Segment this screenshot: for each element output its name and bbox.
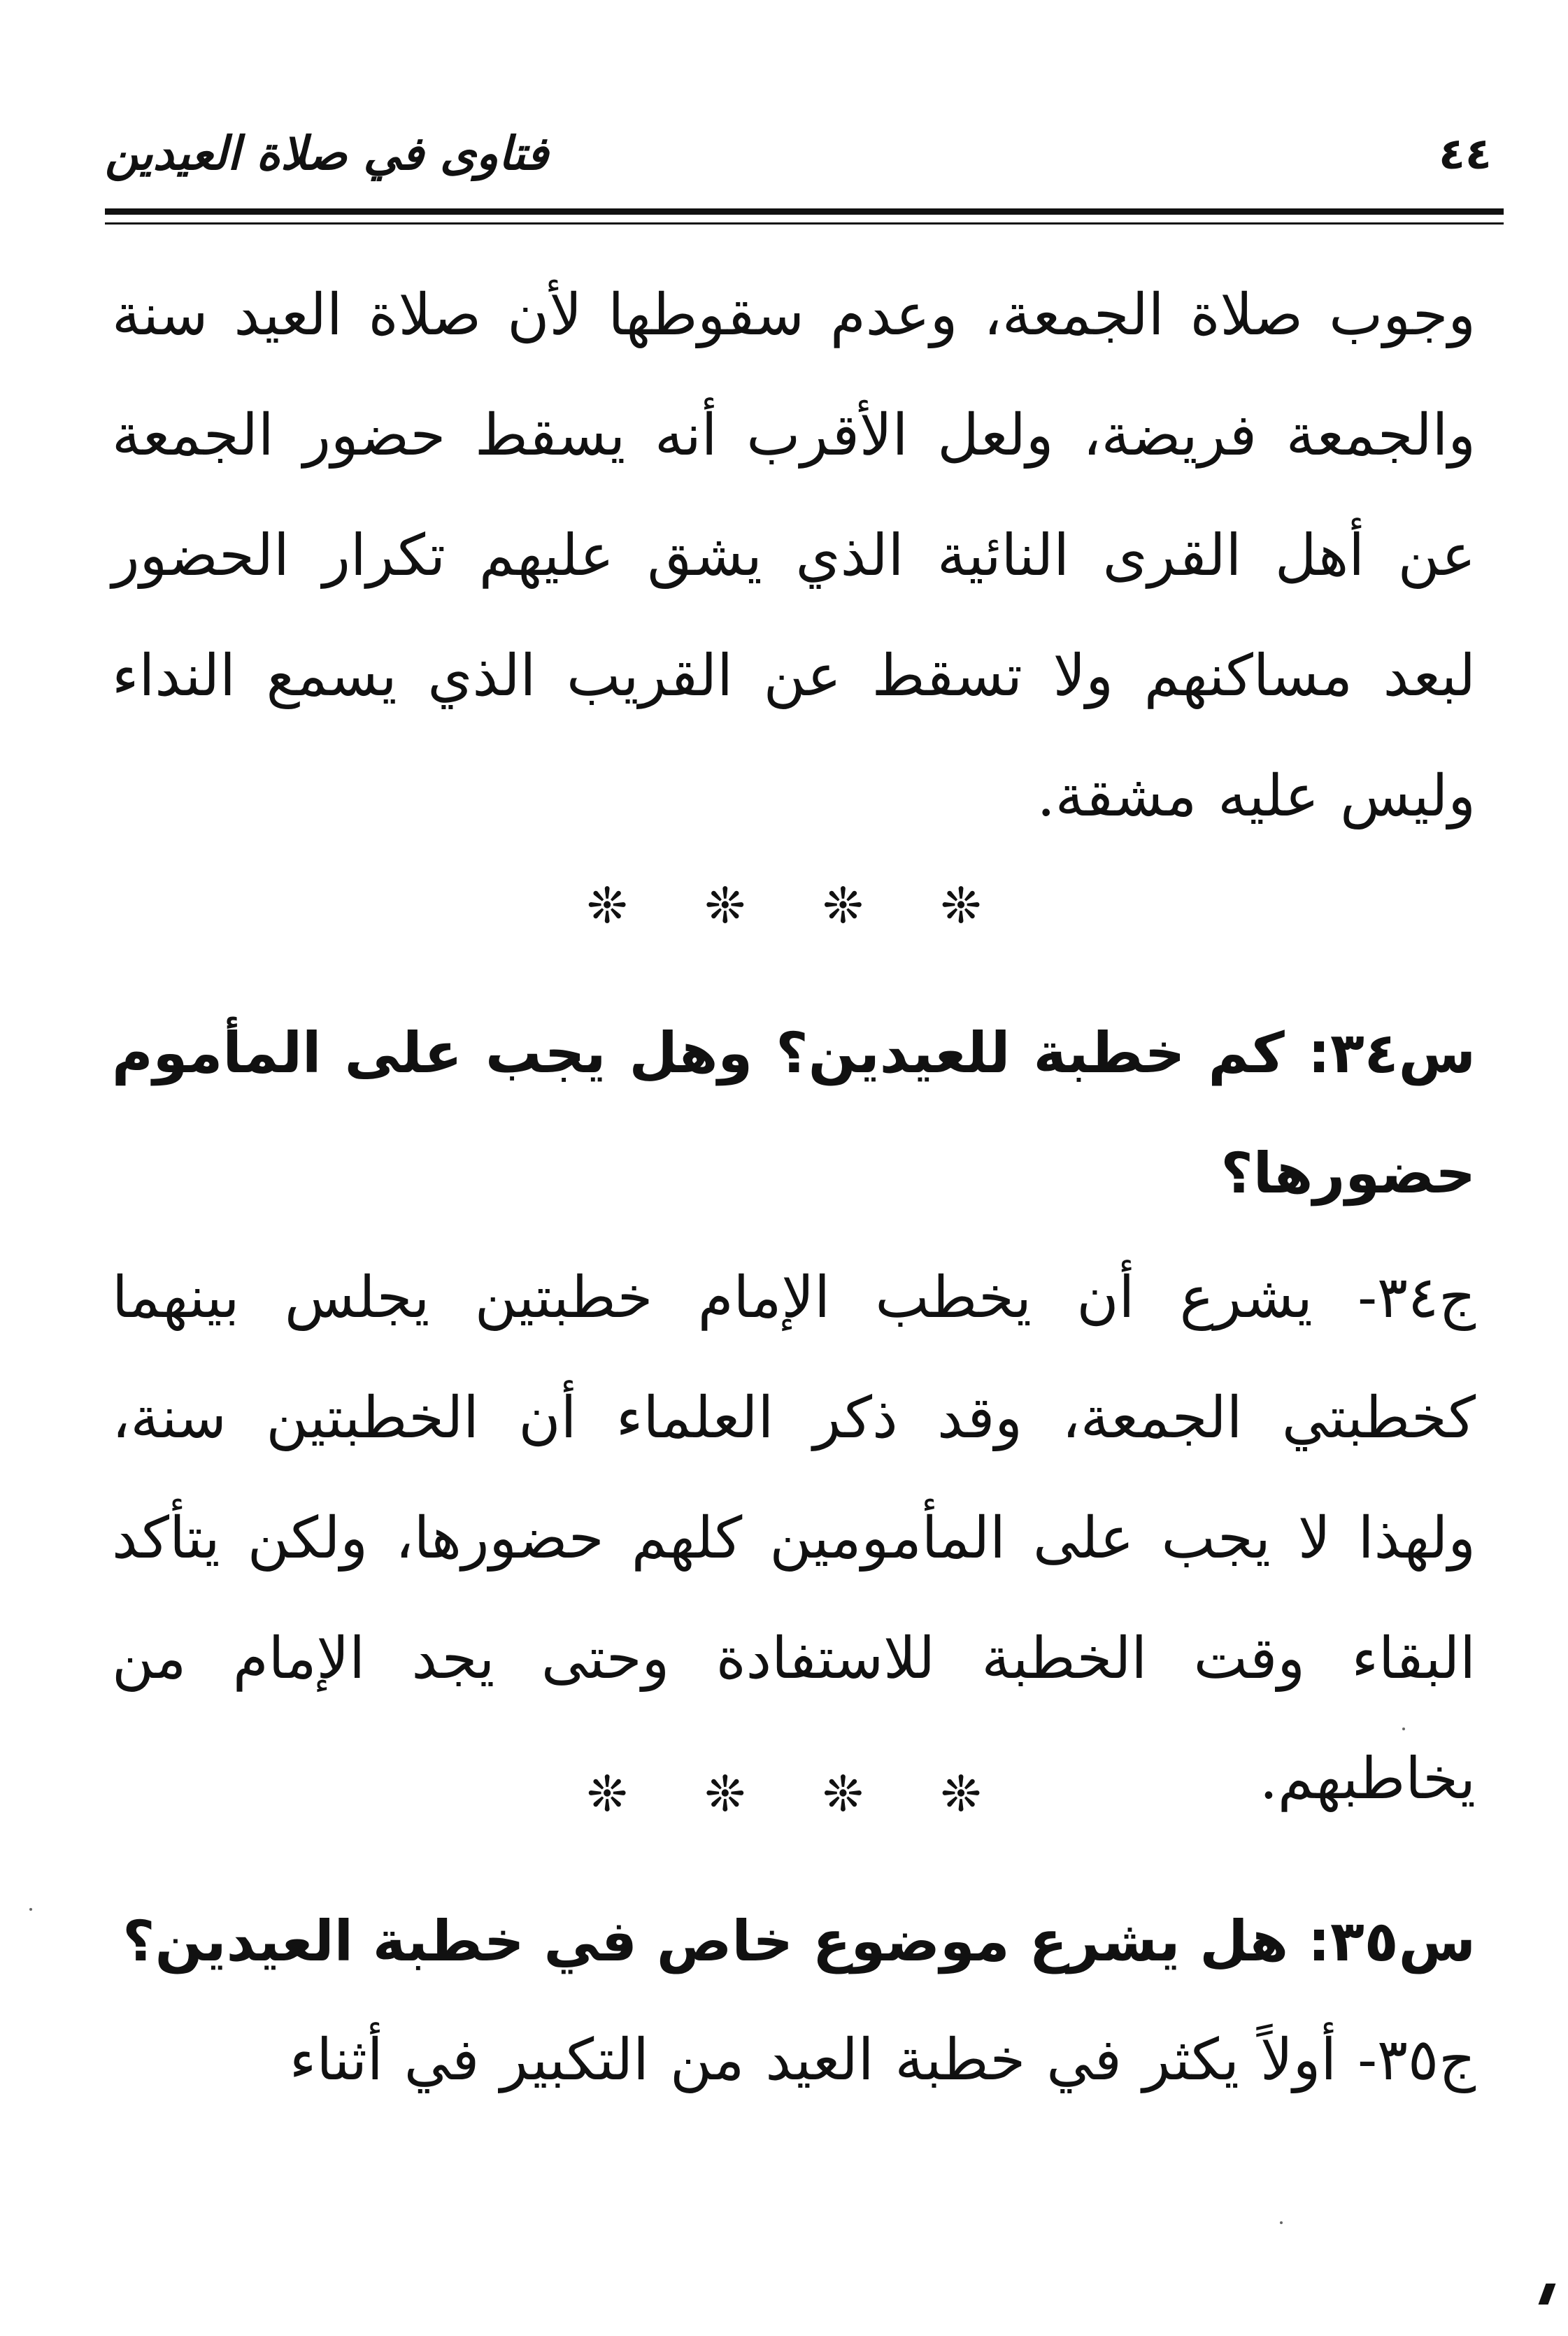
paragraph-continuation: وجوب صلاة الجمعة، وعدم سقوطها لأن صلاة العيد سنة والجمعة فريضة، ولعل الأقرب أنه يسقط حضور الجمعة عن أهل القرى النائية الذي يشق عليهم تكرار الحضور لبعد مساكنهم ولا تسقط عن القريب الذي يسمع النداء وليس عليه مشقة. [112, 282, 1476, 829]
scan-speck [1280, 2221, 1283, 2224]
page-number: ٤٤ [1439, 128, 1492, 179]
answer-34: ج٣٤- يشرع أن يخطب الإمام خطبتين يجلس بينهما كخطبتي الجمعة، وقد ذكر العلماء أن الخطبتين سنة، ولهذا لا يجب على المأمومين كلهم حضورها، ولكن يتأكد البقاء وقت الخطبة للاستفادة وحتى يجد الإمام من يخاطبهم. [112, 1265, 1476, 1812]
header-rule-thin [105, 222, 1504, 225]
scan-speck [29, 1908, 32, 1911]
scan-corner-mark [1539, 2284, 1556, 2305]
running-title: فتاوى في صلاة العيدين [105, 127, 549, 180]
question-34: س٣٤: كم خطبة للعيدين؟ وهل يجب على المأموم حضورها؟ [112, 1020, 1476, 1206]
answer-35: ج٣٥- أولاً يكثر في خطبة العيد من التكبير في أثناء [289, 2027, 1476, 2093]
section-separator: ❊❊❊❊ [586, 877, 1059, 934]
header-rule-thick [105, 208, 1504, 215]
question-35: س٣٥: هل يشرع موضوع خاص في خطبة العيدين؟ [122, 1909, 1476, 1974]
section-separator: ❊❊❊❊ [586, 1765, 1059, 1823]
scan-speck [1402, 1728, 1405, 1730]
